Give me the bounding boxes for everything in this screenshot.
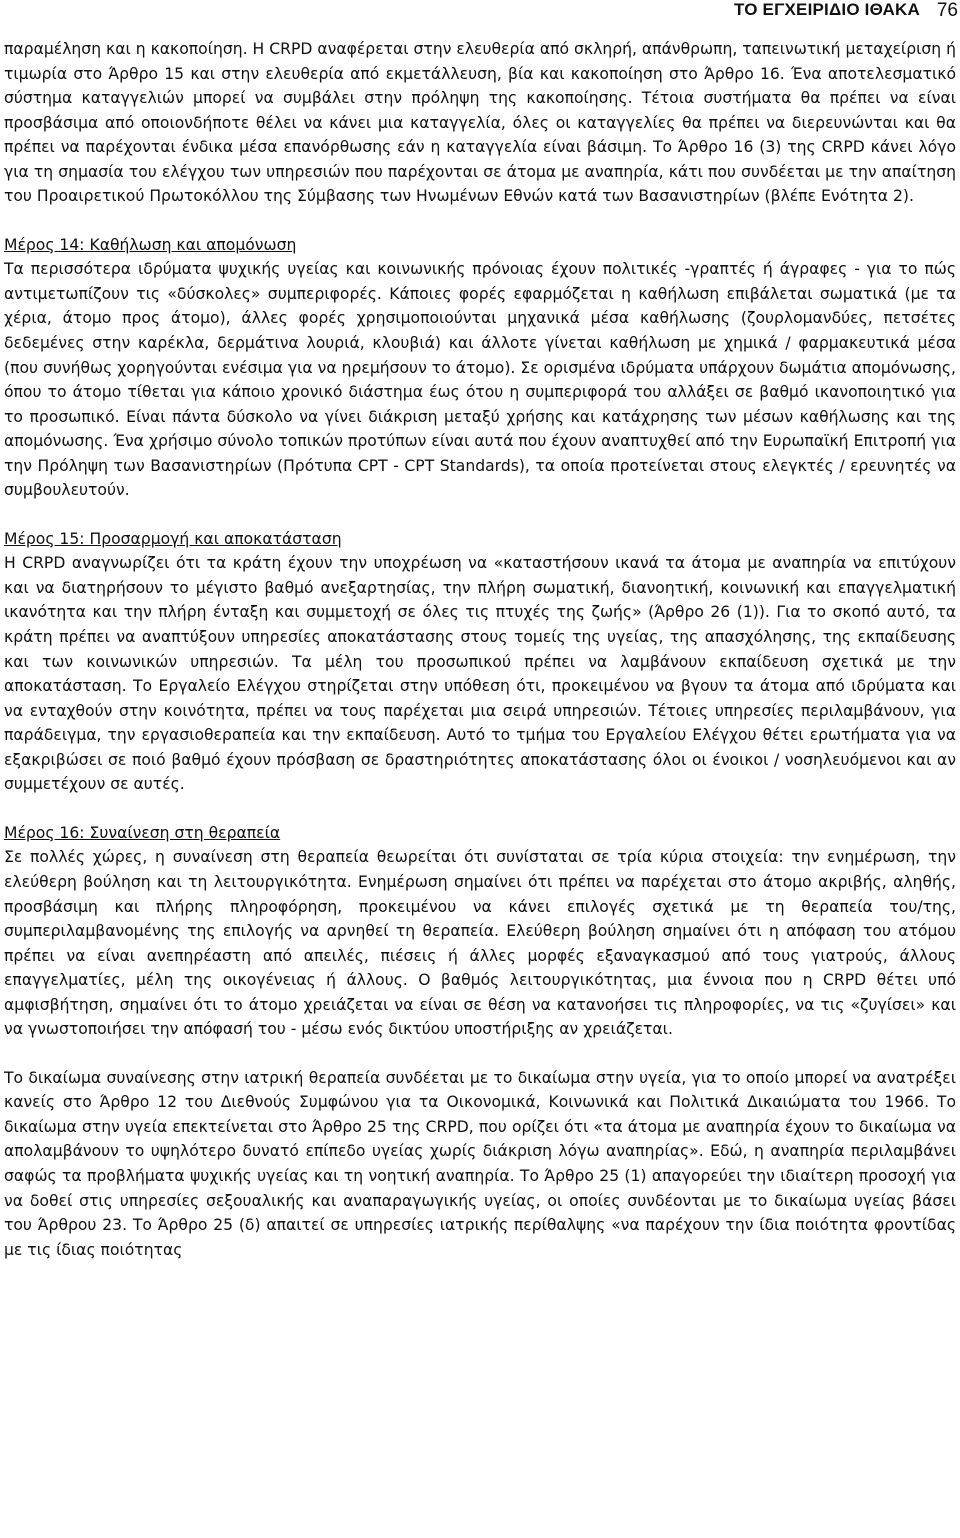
- document-body: [4, 37, 956, 1262]
- section-spacer: [4, 503, 956, 527]
- section-14-heading: Μέρος 14: Καθήλωση και απομόνωση: [4, 235, 297, 254]
- section-15-body: Η CRPD αναγνωρίζει ότι τα κράτη έχουν την υποχρέωση να «καταστήσουν ικανά τα άτομα με αναπηρία να επιτύχουν και να διατηρήσουν το μέγιστο βαθμό ανεξαρτησίας, την πλήρη σωματική, διανοητική, κοινωνική και επαγγελματική ικανότητα και την πλήρη ένταξη και συμμετοχή σε όλες τις πτυχές της ζωής» (Άρθρο 26 (1)). Για το σκοπό αυτό, τα κράτη πρέπει να αναπτύξουν υπηρεσίες αποκατάστασης στους τομείς της υγείας, της απασχόλησης, της εκπαίδευσης και των κοινωνικών υπηρεσιών. Τα μέλη του προσωπικού πρέπει να λαμβάνουν εκπαίδευση σχετικά με την αποκατάσταση. Το Εργαλείο Ελέγχου στηρίζεται στην υπόθεση ότι, προκειμένου να βγουν τα άτομα από ιδρύματα και να ενταχθούν στην κοινότητα, πρέπει να τους παρέχεται μια σειρά υπηρεσιών. Τέτοιες υπηρεσίες περιλαμβάνουν, για παράδειγμα, την εργασιοθεραπεία και την εκπαίδευση. Αυτό το τμήμα του Εργαλείου Ελέγχου θέτει ερωτήματα για να εξακριβώσει σε ποιό βαθμό έχουν πρόσβαση σε δραστηριότητες αποκατάστασης όλοι οι ένοικοι / νοσηλευόμενοι και αν συμμετέχουν σε αυτές.: [4, 554, 956, 794]
- section-spacer: [4, 209, 956, 233]
- paragraph-intro: παραμέληση και η κακοποίηση. Η CRPD αναφέρεται στην ελευθερία από σκληρή, απάνθρωπη, ταπεινωτική μεταχείριση ή τιμωρία στο Άρθρο 15 και στην ελευθερία από εκμετάλλευση, βία και κακοποίηση στο Άρθρο 16. Ένα αποτελεσματικό σύστημα καταγγελιών μπορεί να συμβάλει στην πρόληψη της κακοποίησης. Τέτοια συστήματα θα πρέπει να είναι προσβάσιμα από οποιονδήποτε θέλει να κάνει μια καταγγελία, όλες οι καταγγελίες θα πρέπει να διερευνώνται και θα πρέπει να παρέχονται ένδικα μέσα επανόρθωσης εάν η καταγγελία είναι βάσιμη. Το Άρθρο 16 (3) της CRPD κάνει λόγο για τη σημασία του ελέγχου των υπηρεσιών που παρέχονται σε άτομα με αναπηρία, κάτι που συνδέεται με την απαίτηση του Προαιρετικού Πρωτοκόλλου της Σύμβασης των Ηνωμένων Εθνών κατά των Βασανιστηρίων (βλέπε Ενότητα 2).: [4, 40, 956, 206]
- section-15-heading: Μέρος 15: Προσαρμογή και αποκατάσταση: [4, 529, 342, 548]
- section-spacer: [4, 1042, 956, 1066]
- page-number: 76: [936, 0, 958, 21]
- page-header: [0, 0, 960, 26]
- section-spacer: [4, 797, 956, 821]
- running-header-title: ΤΟ ΕΓΧΕΙΡΙΔΙΟ ΙΘΑΚΑ: [733, 0, 920, 19]
- section-16-body: Σε πολλές χώρες, η συναίνεση στη θεραπεία θεωρείται ότι συνίσταται σε τρία κύρια στοιχεία: την ενημέρωση, την ελεύθερη βούληση και τη λειτουργικότητα. Ενημέρωση σημαίνει ότι πρέπει να παρέχεται στο άτομο ακριβής, αληθής, προσβάσιμη και πλήρης πληροφόρηση, προκειμένου να κάνει επιλογές σχετικά με τη θεραπεία του/της, συμπεριλαμβανομένης της επιλογής να αρνηθεί τη θεραπεία. Ελεύθερη βούληση σημαίνει ότι η απόφαση του ατόμου πρέπει να είναι ανεπηρέαστη από απειλές, πιέσεις ή άλλες μορφές εξαναγκασμού από τους γιατρούς, άλλους επαγγελματίες, μέλη της οικογένειας ή άλλους. Ο βαθμός λειτουργικότητας, μια έννοια που η CRPD θέτει υπό αμφισβήτηση, σημαίνει ότι το άτομο χρειάζεται να είναι σε θέση να κατανοήσει τις πληροφορίες, να τις «ζυγίσει» και να γνωστοποιήσει την απόφασή του - μέσω ενός δικτύου υποστήριξης αν χρειάζεται.: [4, 848, 956, 1039]
- paragraph-right-to-health: Το δικαίωμα συναίνεσης στην ιατρική θεραπεία συνδέεται με το δικαίωμα στην υγεία, για το οποίο μπορεί να ανατρέξει κανείς στο Άρθρο 12 του Διεθνούς Συμφώνου για τα Οικονομικά, Κοινωνικά και Πολιτικά Δικαιώματα του 1966. Το δικαίωμα στην υγεία επεκτείνεται στο Άρθρο 25 της CRPD, που ορίζει ότι «τα άτομα με αναπηρία έχουν το δικαίωμα να απολαμβάνουν το υψηλότερο δυνατό επίπεδο υγείας χωρίς διάκριση λόγω αναπηρίας». Εδώ, η αναπηρία περιλαμβάνει σαφώς τα προβλήματα ψυχικής υγείας και τη νοητική αναπηρία. Το Άρθρο 25 (1) απαγορεύει την ιδιαίτερη προσοχή για να δοθεί στις υπηρεσίες σεξουαλικής και αναπαραγωγικής υγείας, οι οποίες συνδέονται με το δικαίωμα υγείας βάσει του Άρθρου 23. Το Άρθρο 25 (δ) απαιτεί σε υπηρεσίες ιατρικής περίθαλψης «να παρέχουν την ίδια ποιότητα φροντίδας με τις ίδιας ποιότητας: [4, 1068, 956, 1259]
- section-16-heading: Μέρος 16: Συναίνεση στη θεραπεία: [4, 823, 281, 842]
- section-14-body: Τα περισσότερα ιδρύματα ψυχικής υγείας και κοινωνικής πρόνοιας έχουν πολιτικές -γραπτές ή άγραφες - για το πώς αντιμετωπίζουν τις «δύσκολες» συμπεριφορές. Κάποιες φορές εφαρμόζεται η καθήλωση επιβάλεται σωματικά (με τα χέρια, άτομο προς άτομο), άλλες φορές χρησιμοποιούνται μηχανικά μέσα καθήλωσης (ζουρλομανδύες, πετσέτες δεδεμένες στην καρέκλα, δερμάτινα λουριά, κλουβιά) και άλλοτε γίνεται καθήλωση με χημικά / φαρμακευτικά μέσα (που συνήθως χορηγούνται ενέσιμα για να ηρεμήσουν το άτομο). Σε ορισμένα ιδρύματα υπάρχουν δωμάτια απομόνωσης, όπου το άτομο τίθεται για κάποιο χρονικό διάστημα έως ότου η συμπεριφορά του αλλάξει σε βαθμό ικανοποιητικό για το προσωπικό. Είναι πάντα δύσκολο να γίνει διάκριση μεταξύ χρήσης και κατάχρησης των μέσων καθήλωσης και της απομόνωσης. Ένα χρήσιμο σύνολο τοπικών προτύπων είναι αυτά που έχουν αναπτυχθεί από την Ευρωπαϊκή Επιτροπή για την Πρόληψη των Βασανιστηρίων (Πρότυπα CPT - CPT Standards), τα οποία προτείνεται στους ελεγκτές / ερευνητές να συμβουλευτούν.: [4, 260, 956, 500]
